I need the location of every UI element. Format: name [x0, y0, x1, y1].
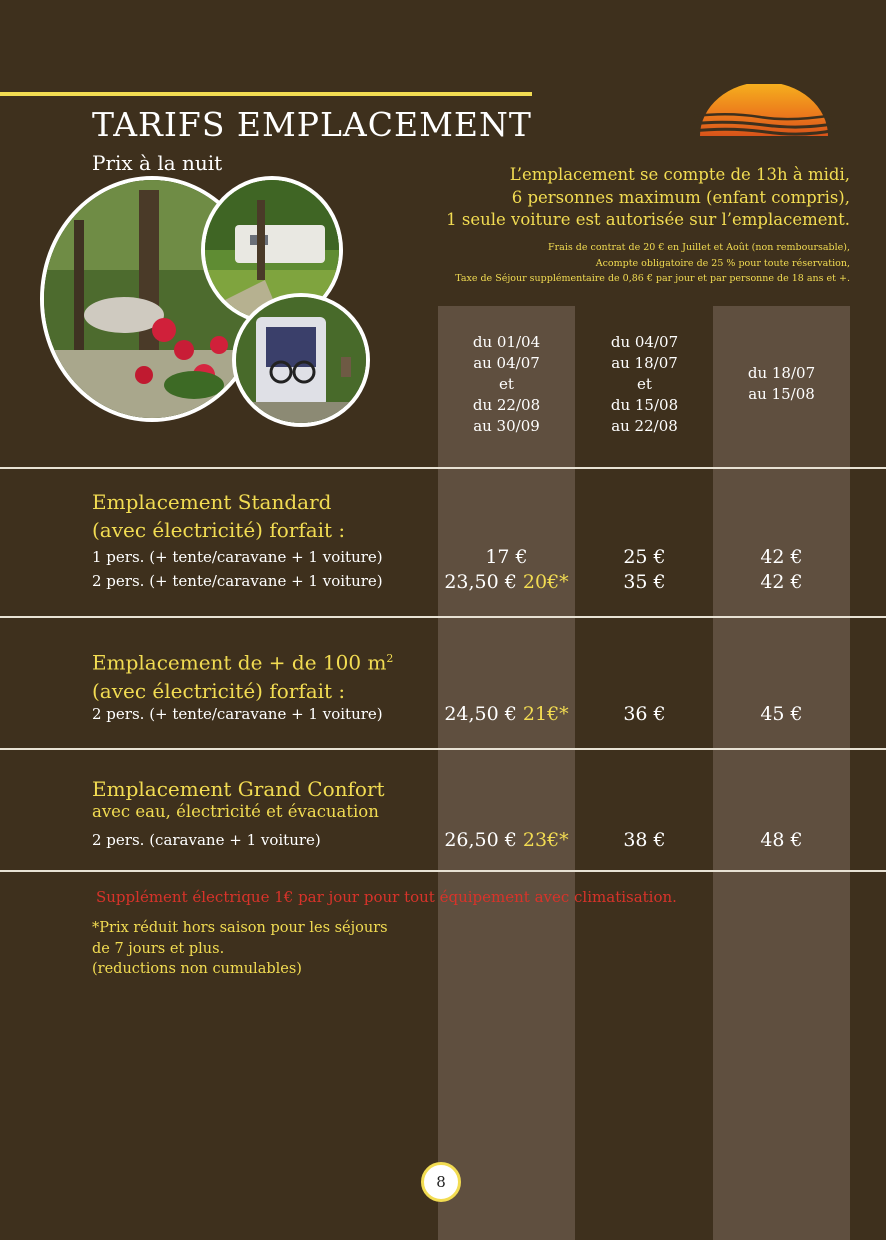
- period-line: au 30/09: [473, 417, 540, 435]
- price-value: 26,50 €: [444, 829, 517, 851]
- discount-note-line: *Prix réduit hors saison pour les séjours: [92, 920, 388, 936]
- conditions-block: [446, 164, 850, 232]
- page-title: TARIFS EMPLACEMENT: [92, 105, 532, 144]
- price-value: 24,50 €: [444, 703, 517, 725]
- row-label: 2 pers. (+ tente/caravane + 1 voiture): [92, 572, 383, 590]
- price-cell: [438, 571, 575, 593]
- condition-line: 6 personnes maximum (enfant compris),: [511, 187, 850, 207]
- price-cell: [438, 829, 575, 851]
- photo-campervan: [232, 293, 370, 427]
- period-line: du 01/04: [472, 333, 541, 351]
- period-line: du 22/08: [472, 396, 541, 414]
- row-divider: [0, 748, 886, 750]
- category-title-line: Emplacement Standard: [92, 490, 332, 514]
- price-cell: 42 €: [760, 571, 803, 593]
- supplement-note: Supplément électrique 1€ par jour pour tout équipement avec climatisation.: [96, 888, 677, 906]
- price-cell: [438, 546, 575, 568]
- period-header-1: [438, 332, 575, 437]
- price-cell: 38 €: [623, 829, 666, 851]
- period-header-2: [576, 332, 713, 437]
- price-cell: 45 €: [760, 703, 803, 725]
- price-value: 17 €: [485, 546, 528, 568]
- price-cell: 48 €: [760, 829, 803, 851]
- category-confort-subtitle: avec eau, électricité et évacuation: [92, 802, 379, 821]
- price-value: 23,50 €: [444, 571, 517, 593]
- conditions-small-block: [455, 240, 850, 287]
- condition-small-line: Frais de contrat de 20 € en Juillet et Août (non remboursable),: [548, 242, 850, 253]
- discount-price: 20€*: [522, 571, 569, 593]
- category-title-line: (avec électricité) forfait :: [92, 678, 346, 703]
- row-label: 2 pers. (+ tente/caravane + 1 voiture): [92, 705, 383, 723]
- row-label: 1 pers. (+ tente/caravane + 1 voiture): [92, 548, 383, 566]
- row-divider: [0, 870, 886, 872]
- price-cell: [438, 703, 575, 725]
- discount-note-line: (reductions non cumulables): [92, 961, 302, 977]
- discount-note-line: de 7 jours et plus.: [92, 940, 225, 957]
- period-line: du 18/07: [747, 364, 816, 382]
- period-line: au 18/07: [611, 354, 678, 372]
- price-cell: 35 €: [623, 571, 666, 593]
- period-line: au 04/07: [473, 354, 540, 372]
- period-line: et: [637, 375, 652, 393]
- page-subtitle: Prix à la nuit: [92, 151, 223, 175]
- category-confort-title: Emplacement Grand Confort: [92, 777, 385, 801]
- price-cell: 36 €: [623, 703, 666, 725]
- price-cell: 42 €: [760, 546, 803, 568]
- price-cell: 25 €: [623, 546, 666, 568]
- condition-line: 1 seule voiture est autorisée sur l’emplacement.: [446, 210, 850, 229]
- category-title-text: Emplacement de + de 100 m: [92, 650, 387, 675]
- category-large-title: [92, 645, 393, 705]
- sunset-logo: [690, 84, 838, 140]
- condition-small-line: Acompte obligatoire de 25 % pour toute réservation,: [595, 257, 850, 269]
- discount-note: [92, 918, 388, 980]
- discount-price: 23€*: [522, 829, 569, 851]
- discount-price: 21€*: [522, 703, 569, 725]
- column-band-3: [713, 306, 850, 1240]
- row-divider: [0, 467, 886, 469]
- superscript: 2: [386, 652, 394, 665]
- period-line: du 04/07: [610, 333, 679, 351]
- row-divider: [0, 616, 886, 618]
- condition-line: L’emplacement se compte de 13h à midi,: [509, 165, 850, 184]
- period-line: au 15/08: [748, 385, 815, 403]
- category-title-line: [92, 645, 393, 677]
- condition-small-line: Taxe de Séjour supplémentaire de 0,86 € par jour et par personne de 18 ans et +.: [455, 273, 850, 284]
- column-band-1: [438, 306, 575, 1240]
- period-header-3: [713, 363, 850, 405]
- category-standard-title: [92, 488, 345, 544]
- row-label: 2 pers. (caravane + 1 voiture): [92, 831, 321, 849]
- page-number: 8: [421, 1162, 461, 1202]
- period-line: au 22/08: [611, 417, 678, 435]
- period-line: du 15/08: [610, 396, 679, 414]
- header-rule: [0, 92, 532, 96]
- category-title-line: (avec électricité) forfait :: [92, 518, 346, 542]
- period-line: et: [499, 375, 514, 393]
